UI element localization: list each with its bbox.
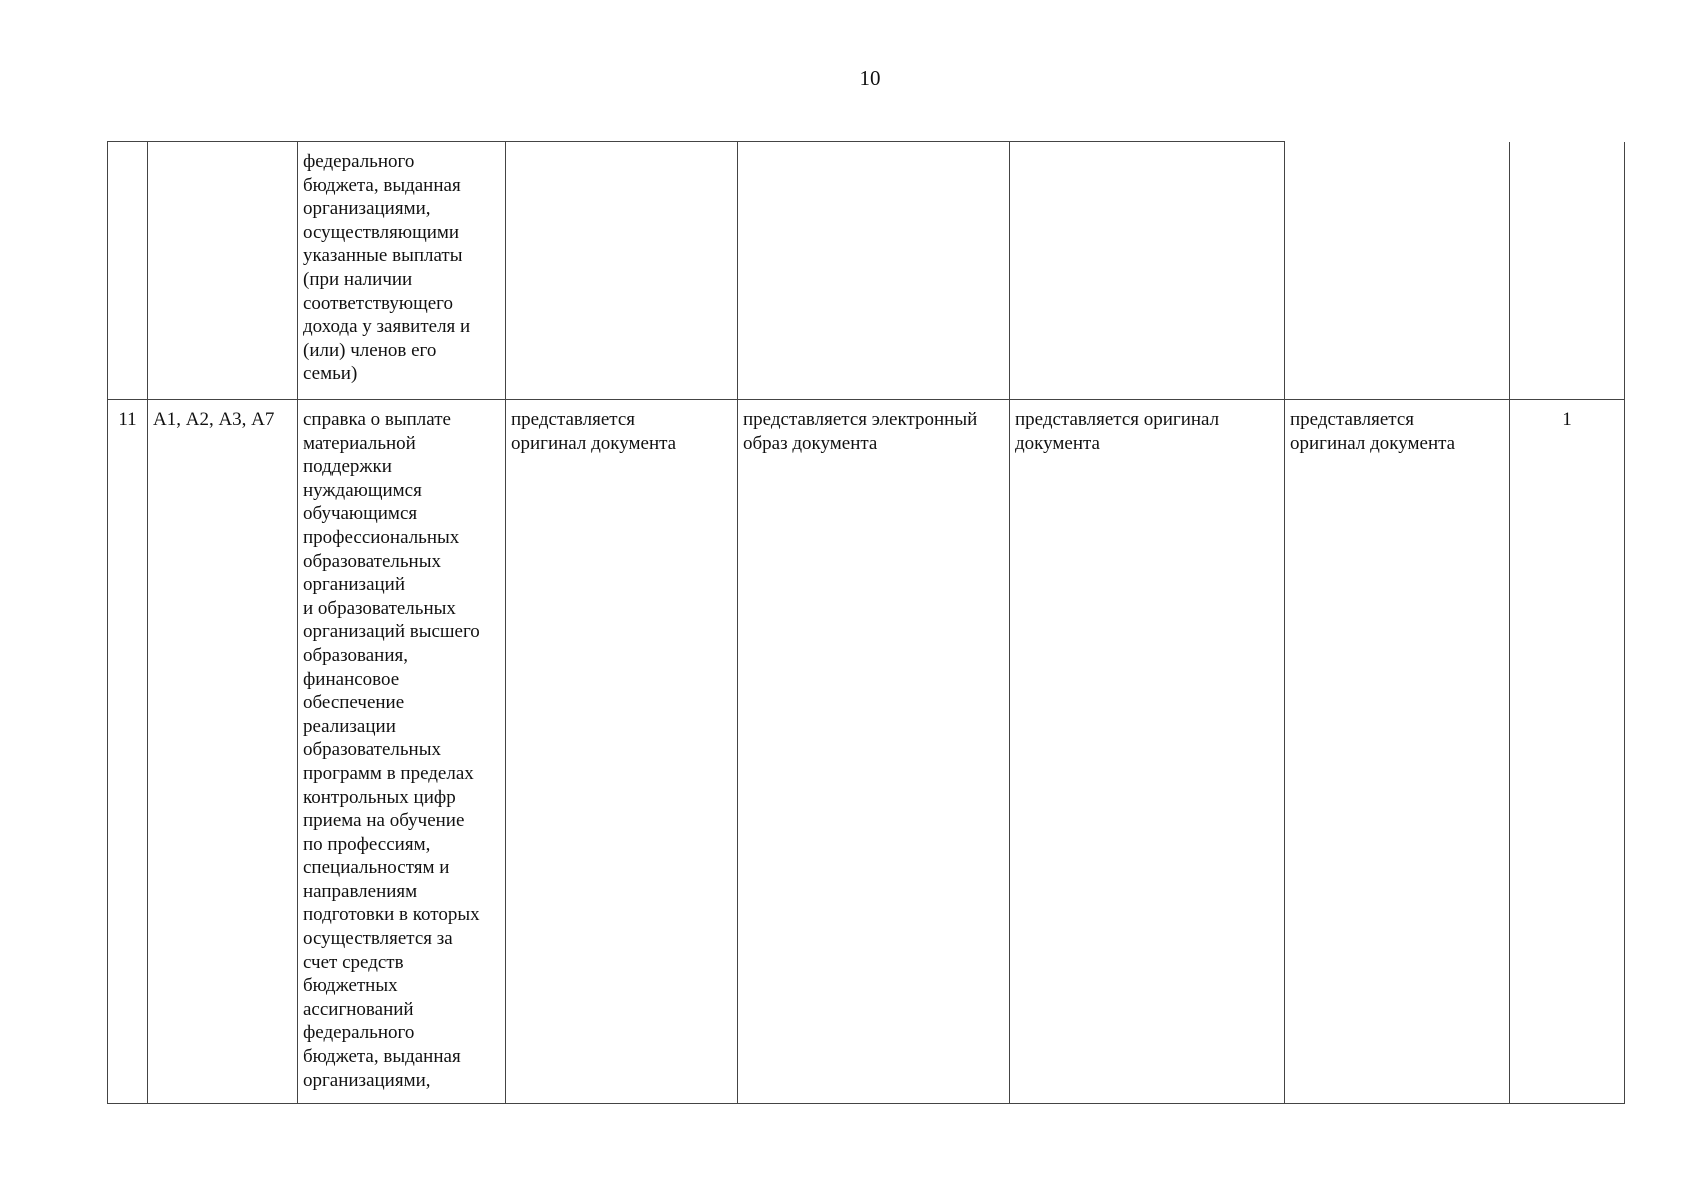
row-number-cell: 11	[108, 400, 148, 1104]
table-row-11	[108, 400, 1625, 1104]
col5-cell	[738, 142, 1010, 400]
row-number-cell	[108, 142, 148, 400]
col5-cell: представляется электронный образ документа	[738, 400, 1010, 1104]
col7-cell	[1285, 142, 1510, 400]
col7-cell: представляется оригинал документа	[1285, 400, 1510, 1104]
table-row-continuation	[108, 142, 1625, 400]
col8-cell: 1	[1510, 400, 1625, 1104]
col8-cell	[1510, 142, 1625, 400]
document-description-cell: федерального бюджета, выданная организациями, осуществляющими указанные выплаты (при наличии соответствующего дохода у заявителя и (или) членов его семьи)	[298, 142, 506, 400]
col4-cell: представляется оригинал документа	[506, 400, 738, 1104]
page-number: 10	[859, 66, 881, 90]
category-codes-cell: А1, А2, А3, А7	[148, 400, 298, 1104]
col4-cell	[506, 142, 738, 400]
col6-cell: представляется оригинал документа	[1010, 400, 1285, 1104]
documents-table	[107, 141, 1625, 1104]
category-codes-cell	[148, 142, 298, 400]
document-description-cell: справка о выплате материальной поддержки нуждающимся обучающимся профессиональных образовательных организаций и образовательных организаций высшего образования, финансовое обеспечение реализации образовательных программ в пределах контрольных цифр приема на обучение по профессиям, специальностям и направлениям подготовки в которых осуществляется за счет средств бюджетных ассигнований федерального бюджета, выданная организациями,	[298, 400, 506, 1104]
col6-cell	[1010, 142, 1285, 400]
